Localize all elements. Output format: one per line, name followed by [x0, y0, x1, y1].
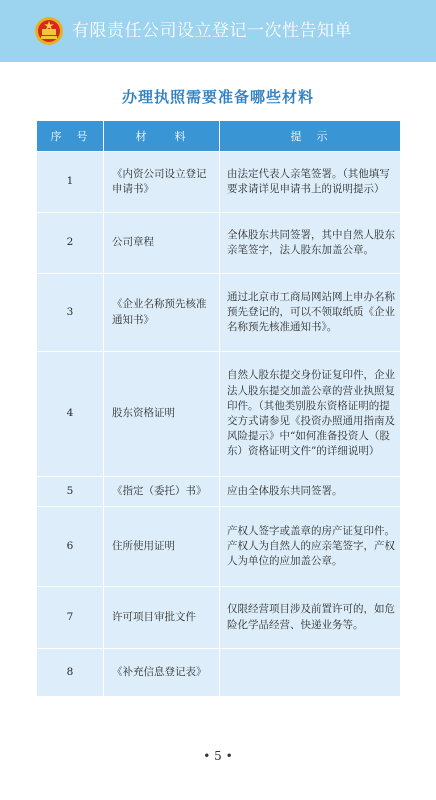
- row-index: 6: [37, 507, 104, 587]
- section-heading: 办理执照需要准备哪些材料: [121, 88, 314, 106]
- row-tip: 自然人股东提交身份证复印件，企业法人股东提交加盖公章的营业执照复印件。（其他类别股东资格证明的提交方式请参见《投资办照通用指南及风险提示》中“如何准备投资人（股东）资格证明文件”的详细说明）: [220, 352, 401, 477]
- row-material: 许可项目审批文件: [104, 587, 220, 649]
- row-tip: 应由全体股东共同签署。: [220, 477, 401, 507]
- row-tip: 产权人签字或盖章的房产证复印件。产权人为自然人的应亲笔签字，产权人为单位的应加盖公章。: [220, 507, 401, 587]
- row-tip: 全体股东共同签署，其中自然人股东亲笔签字，法人股东加盖公章。: [220, 213, 401, 274]
- row-index: 2: [37, 213, 104, 274]
- row-index: 8: [37, 649, 104, 697]
- table-row: [37, 507, 401, 587]
- row-index: 4: [37, 352, 104, 477]
- row-tip: 通过北京市工商局网站网上申办名称预先登记的，可以不领取纸质《企业名称预先核准通知书》。: [220, 274, 401, 352]
- table-header-row: [37, 121, 401, 152]
- table-row: [37, 477, 401, 507]
- row-material: 《指定（委托）书》: [104, 477, 220, 507]
- materials-table: [36, 120, 401, 697]
- table-row: [37, 352, 401, 477]
- row-index: 7: [37, 587, 104, 649]
- row-index: 3: [37, 274, 104, 352]
- row-material: 《企业名称预先核准通知书》: [104, 274, 220, 352]
- page-number: • 5 •: [203, 749, 233, 763]
- table-row: [37, 649, 401, 697]
- column-header-material: 材 料: [104, 121, 220, 152]
- table-row: [37, 213, 401, 274]
- header-title: 有限责任公司设立登记一次性告知单: [72, 21, 352, 41]
- table-row: [37, 274, 401, 352]
- national-emblem-icon: [34, 16, 64, 46]
- table-row: [37, 587, 401, 649]
- column-header-index: 序 号: [37, 121, 104, 152]
- row-material: 住所使用证明: [104, 507, 220, 587]
- row-tip: 由法定代表人亲笔签署。（其他填写要求请详见申请书上的说明提示）: [220, 152, 401, 213]
- row-material: 公司章程: [104, 213, 220, 274]
- row-material: 股东资格证明: [104, 352, 220, 477]
- row-material: 《补充信息登记表》: [104, 649, 220, 697]
- row-index: 1: [37, 152, 104, 213]
- row-tip: [220, 649, 401, 697]
- row-tip: 仅限经营项目涉及前置许可的，如危险化学品经营、快递业务等。: [220, 587, 401, 649]
- row-index: 5: [37, 477, 104, 507]
- row-material: 《内资公司设立登记申请书》: [104, 152, 220, 213]
- header-banner: [0, 0, 436, 62]
- column-header-tip: 提 示: [220, 121, 401, 152]
- table-row: [37, 152, 401, 213]
